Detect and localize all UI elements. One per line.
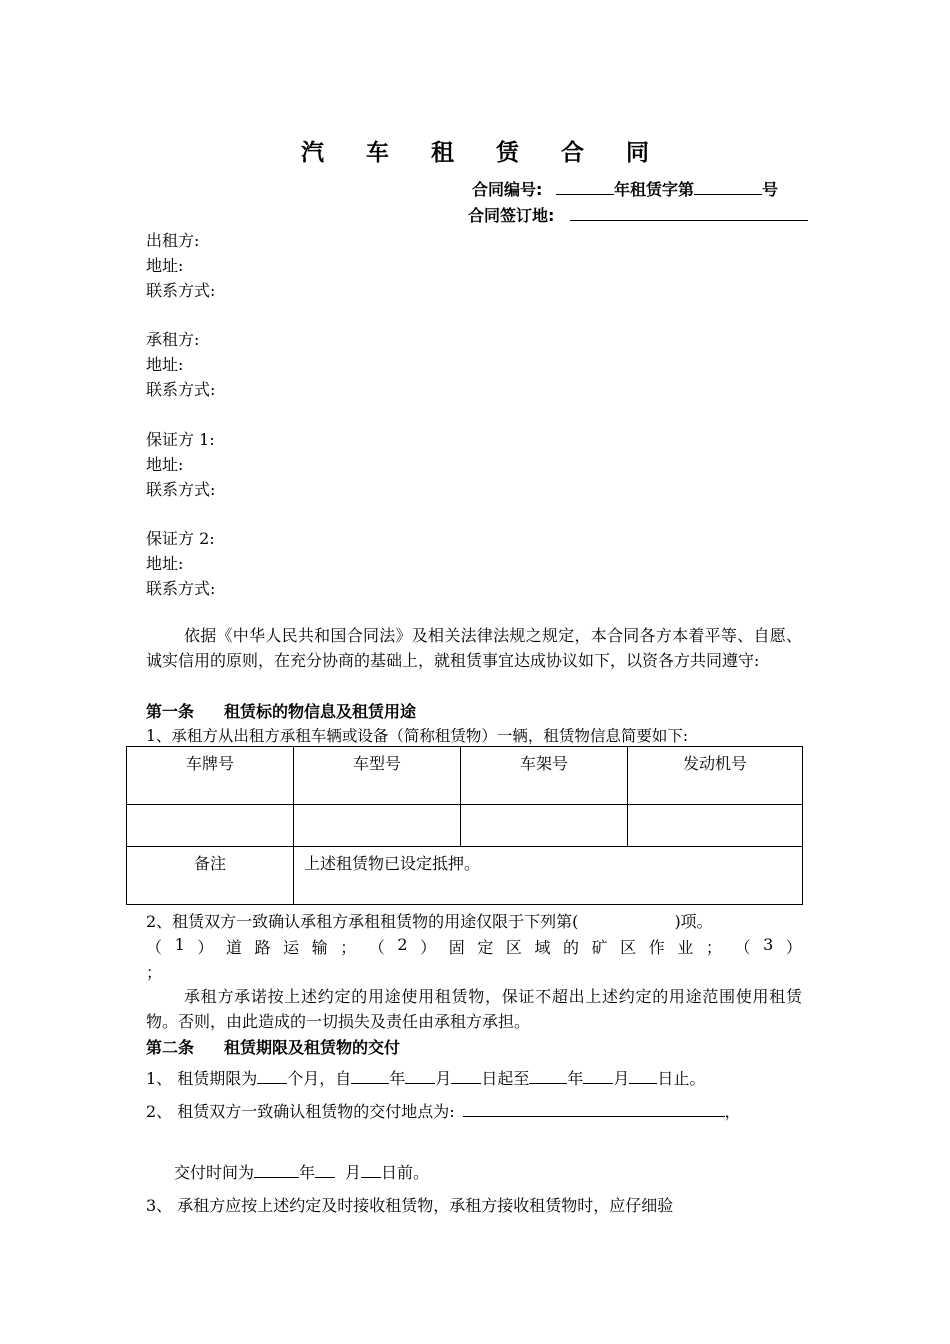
- option-char: 3: [763, 935, 774, 954]
- option-char: ；: [340, 938, 357, 957]
- lessor-contact: 联系方式:: [146, 281, 216, 300]
- header-frame-number: 车架号: [461, 747, 628, 805]
- option-char: 区: [620, 938, 637, 957]
- end-day-blank[interactable]: [629, 1067, 657, 1084]
- term-text: 月: [613, 1069, 630, 1088]
- delivery-time-line: [174, 1160, 429, 1183]
- contract-number-blank[interactable]: [694, 178, 762, 195]
- option-char: ）: [420, 938, 437, 957]
- delivery-year-blank[interactable]: [254, 1161, 299, 1178]
- article2-heading: [146, 1035, 400, 1058]
- guarantor1-contact: 联系方式:: [146, 480, 216, 499]
- usage-options-line: [146, 935, 802, 958]
- sign-place-line: [468, 203, 808, 226]
- start-year-blank[interactable]: [351, 1067, 389, 1084]
- guarantor1-address: 地址:: [146, 455, 184, 474]
- article2-title: 租赁期限及租赁物的交付: [224, 1038, 401, 1057]
- document-title: 汽 车 租 赁 合 同: [300, 140, 667, 166]
- header-engine-number: 发动机号: [628, 747, 803, 805]
- term-text: 个月，自: [287, 1069, 352, 1088]
- term-text: 月: [435, 1069, 452, 1088]
- delivery-month-blank[interactable]: [315, 1161, 335, 1178]
- table-row: [127, 805, 803, 847]
- delivery-place-text: 2、 租赁双方一致确认租赁物的交付地点为:: [146, 1102, 455, 1121]
- option-char: （: [146, 938, 163, 957]
- article1-item1: 1、承租方从出租方承租车辆或设备（简称租赁物）一辆，租赁物信息简要如下:: [146, 727, 689, 745]
- sign-place-label: 合同签订地:: [468, 206, 555, 225]
- option-char: 固: [448, 938, 465, 957]
- term-text: 1、 租赁期限为: [146, 1069, 258, 1088]
- option-char: 2: [397, 935, 408, 954]
- article2-item1: [146, 1066, 705, 1089]
- lessor-address: 地址:: [146, 256, 184, 275]
- delivery-day-blank[interactable]: [361, 1161, 381, 1178]
- delivery-time-text: 年: [299, 1163, 316, 1182]
- lessee-contact: 联系方式:: [146, 380, 216, 399]
- cell-model-number[interactable]: [294, 805, 461, 847]
- goods-table: [126, 746, 803, 905]
- delivery-place-comma: ，: [724, 1102, 741, 1121]
- remark-label: 备注: [127, 847, 294, 905]
- option-char: ；: [705, 938, 722, 957]
- cell-plate-number[interactable]: [127, 805, 294, 847]
- start-month-blank[interactable]: [405, 1067, 435, 1084]
- option-char: 作: [648, 938, 665, 957]
- term-text: 年: [389, 1069, 406, 1088]
- term-text: 日起至: [481, 1069, 530, 1088]
- article1-item2-end: )项。: [674, 912, 713, 931]
- option-char: ）: [197, 938, 214, 957]
- guarantor2-contact: 联系方式:: [146, 579, 216, 598]
- article2-item3: 3、 承租方应按上述约定及时接收租赁物，承租方接收租赁物时，应仔细验: [146, 1196, 674, 1215]
- header-plate-number: 车牌号: [127, 747, 294, 805]
- article1-heading: [146, 699, 416, 722]
- delivery-time-text: 日前。: [381, 1163, 430, 1182]
- table-header-row: [127, 747, 803, 805]
- delivery-time-text: 月: [345, 1163, 362, 1182]
- option-char: 业: [677, 938, 694, 957]
- option-char: 道: [225, 938, 242, 957]
- table-remark-row: [127, 847, 803, 905]
- cell-engine-number[interactable]: [628, 805, 803, 847]
- options-semicolon: ；: [146, 963, 163, 982]
- option-char: ）: [785, 938, 802, 957]
- option-char: （: [734, 938, 751, 957]
- term-text: 年: [567, 1069, 584, 1088]
- guarantor2-name: 保证方 2:: [146, 529, 215, 548]
- lessee-name: 承租方:: [146, 330, 200, 349]
- delivery-place-blank[interactable]: [463, 1100, 725, 1117]
- contract-number-mid: 年租赁字第: [613, 180, 694, 199]
- article1-item2: [146, 909, 802, 932]
- guarantor1-name: 保证方 1:: [146, 430, 215, 449]
- article2-number: 第二条: [146, 1038, 195, 1057]
- option-char: 1: [174, 935, 185, 954]
- end-year-blank[interactable]: [529, 1067, 567, 1084]
- header-model-number: 车型号: [294, 747, 461, 805]
- option-char: 域: [534, 938, 551, 957]
- option-char: 矿: [591, 938, 608, 957]
- option-char: 路: [254, 938, 271, 957]
- option-char: （: [368, 938, 385, 957]
- article1-title: 租赁标的物信息及租赁用途: [224, 702, 417, 721]
- option-char: 运: [283, 938, 300, 957]
- end-month-blank[interactable]: [583, 1067, 613, 1084]
- contract-number-line: [472, 177, 778, 200]
- term-text: 日止。: [657, 1069, 706, 1088]
- preamble-paragraph: 依据《中华人民共和国合同法》及相关法律法规之规定，本合同各方本着平等、自愿、诚实信用的原则，在充分协商的基础上，就租赁事宜达成协议如下，以资各方共同遵守:: [146, 626, 802, 670]
- article1-item2-text: 2、租赁双方一致确认承租方承租租赁物的用途仅限于下列第(: [146, 912, 579, 931]
- delivery-time-text: 交付时间为: [174, 1163, 255, 1182]
- term-months-blank[interactable]: [257, 1067, 287, 1084]
- option-char: 区: [505, 938, 522, 957]
- remark-text: 上述租赁物已设定抵押。: [294, 847, 803, 905]
- article2-item2: [146, 1099, 741, 1122]
- contract-number-label: 合同编号:: [472, 180, 543, 199]
- cell-frame-number[interactable]: [461, 805, 628, 847]
- article1-number: 第一条: [146, 702, 195, 721]
- contract-year-blank[interactable]: [556, 178, 614, 195]
- contract-number-end: 号: [762, 180, 779, 199]
- guarantor2-address: 地址:: [146, 554, 184, 573]
- lessor-name: 出租方:: [146, 231, 200, 250]
- option-char: 输: [311, 938, 328, 957]
- start-day-blank[interactable]: [451, 1067, 481, 1084]
- option-char: 的: [563, 938, 580, 957]
- option-char: 定: [477, 938, 494, 957]
- lessee-address: 地址:: [146, 355, 184, 374]
- usage-promise-paragraph: 承租方承诺按上述约定的用途使用租赁物，保证不超出上述约定的用途范围使用租赁物。否则，由此造成的一切损失及责任由承租方承担。: [146, 987, 802, 1031]
- sign-place-blank[interactable]: [570, 204, 808, 221]
